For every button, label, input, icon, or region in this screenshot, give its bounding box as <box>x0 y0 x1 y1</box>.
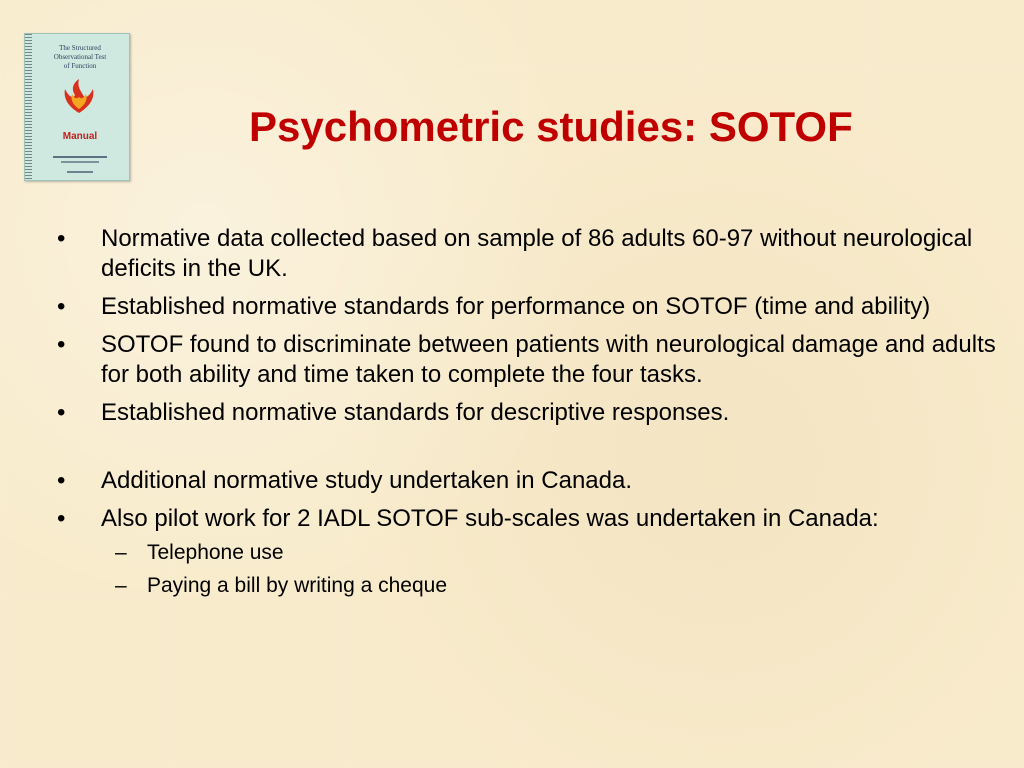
manual-author-lines <box>37 155 123 166</box>
bullet-marker: • <box>57 399 66 426</box>
sub-list-item-text: Telephone use <box>147 541 284 564</box>
manual-title-line: of Function <box>63 62 97 70</box>
list-item-text: Established normative standards for descriptive responses. <box>101 399 730 426</box>
dash-marker: – <box>115 574 127 597</box>
manual-publisher-mark <box>37 171 123 173</box>
slide-title: Psychometric studies: SOTOF <box>249 103 853 150</box>
sub-bullet-list <box>101 538 1010 600</box>
list-item-text: Also pilot work for 2 IADL SOTOF sub-scales was undertaken in Canada: <box>101 505 879 532</box>
bullet-marker: • <box>57 505 66 532</box>
bullet-marker: • <box>57 467 66 494</box>
list-item <box>55 504 1010 600</box>
bullet-list <box>55 224 1010 600</box>
sub-list-item <box>101 571 1010 600</box>
list-item-text: Established normative standards for performance on SOTOF (time and ability) <box>101 293 931 320</box>
list-item <box>55 330 1010 390</box>
bullet-marker: • <box>57 293 66 320</box>
sub-list-item <box>101 538 1010 567</box>
spiral-binding <box>25 34 32 180</box>
bullet-marker: • <box>57 331 66 358</box>
list-item <box>55 466 1010 496</box>
list-item <box>55 292 1010 322</box>
sub-list-item-text: Paying a bill by writing a cheque <box>147 574 448 597</box>
manual-title-line: The Structured <box>59 44 101 52</box>
list-item-text: Normative data collected based on sample of 86 adults 60-97 without neurological deficits in the UK. <box>101 225 973 282</box>
flame-logo-icon <box>59 77 99 117</box>
bullet-marker: • <box>57 225 66 252</box>
manual-label: Manual <box>62 131 98 142</box>
list-item-text: Additional normative study undertaken in Canada. <box>101 467 632 494</box>
slide-body <box>55 224 1010 600</box>
list-item <box>55 224 1010 284</box>
manual-cover-image <box>24 33 130 181</box>
manual-title <box>37 44 123 71</box>
manual-title-line: Observational Test <box>53 53 107 61</box>
list-item <box>55 398 1010 428</box>
dash-marker: – <box>115 541 127 564</box>
list-item-text: SOTOF found to discriminate between patients with neurological damage and adults for both ability and time taken to complete the four tasks. <box>101 331 996 388</box>
